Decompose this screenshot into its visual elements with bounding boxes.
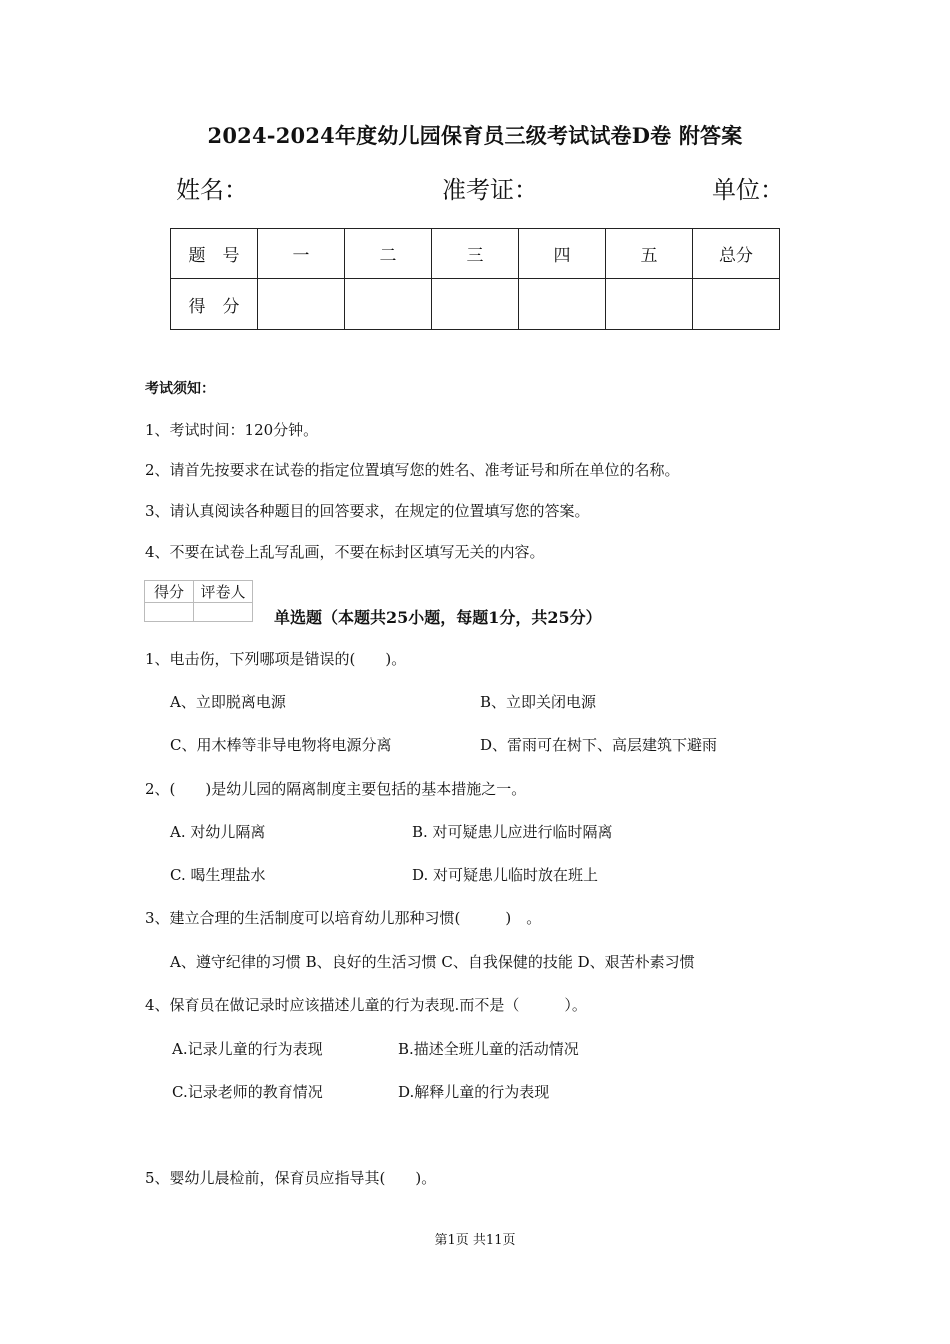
score-header-cell: 一 xyxy=(258,229,345,279)
score-table xyxy=(170,228,780,330)
question-option: A.记录儿童的行为表现 xyxy=(172,1040,323,1058)
unit-field-label: 单位： xyxy=(712,176,784,204)
grader-table xyxy=(144,580,253,622)
question-option: A、立即脱离电源 xyxy=(170,693,286,711)
exam-id-field-label: 准考证： xyxy=(442,176,538,204)
page-footer: 第1页 共11页 xyxy=(434,1233,516,1248)
grader-score-cell[interactable] xyxy=(145,603,194,622)
score-header-cell: 二 xyxy=(345,229,432,279)
question-options-line: A、遵守纪律的习惯 B、良好的生活习惯 C、自我保健的技能 D、艰苦朴素习惯 xyxy=(170,953,695,971)
grader-reviewer-label: 评卷人 xyxy=(194,581,253,603)
question-option: C、用木棒等非导电物将电源分离 xyxy=(170,736,392,754)
grader-header-row xyxy=(145,581,253,603)
grader-reviewer-cell[interactable] xyxy=(194,603,253,622)
notice-item: 3、请认真阅读各种题目的回答要求，在规定的位置填写您的答案。 xyxy=(145,502,590,520)
notice-item: 2、请首先按要求在试卷的指定位置填写您的姓名、准考证号和所在单位的名称。 xyxy=(145,461,680,479)
score-input-cell[interactable] xyxy=(519,279,606,330)
question-option: D.解释儿童的行为表现 xyxy=(398,1083,550,1101)
question-stem: 4、保育员在做记录时应该描述儿童的行为表现.而不是（ ）。 xyxy=(145,996,587,1014)
score-header-cell: 四 xyxy=(519,229,606,279)
question-stem: 1、电击伤，下列哪项是错误的( )。 xyxy=(145,650,407,668)
score-header-cell: 总分 xyxy=(693,229,780,279)
name-field-label: 姓名： xyxy=(176,176,248,204)
question-option: C. 喝生理盐水 xyxy=(170,866,266,884)
score-header-cell: 五 xyxy=(606,229,693,279)
notice-item: 1、考试时间：120分钟。 xyxy=(145,421,319,439)
question-option: B、立即关闭电源 xyxy=(480,693,597,711)
question-option: B.描述全班儿童的活动情况 xyxy=(398,1040,579,1058)
question-option: B. 对可疑患儿应进行临时隔离 xyxy=(412,823,613,841)
score-input-cell[interactable] xyxy=(693,279,780,330)
question-option: C.记录老师的教育情况 xyxy=(172,1083,323,1101)
page-title: 2024-2024年度幼儿园保育员三级考试试卷D卷 附答案 xyxy=(207,123,743,148)
question-stem: 5、婴幼儿晨检前，保育员应指导其( )。 xyxy=(145,1169,437,1187)
score-header-cell: 题 号 xyxy=(171,229,258,279)
notice-item: 4、不要在试卷上乱写乱画，不要在标封区填写无关的内容。 xyxy=(145,543,545,561)
score-row-label: 得 分 xyxy=(171,279,258,330)
score-input-cell[interactable] xyxy=(345,279,432,330)
question-option: D. 对可疑患儿临时放在班上 xyxy=(412,866,599,884)
question-stem: 3、建立合理的生活制度可以培育幼儿那种习惯( ) 。 xyxy=(145,909,542,927)
question-stem: 2、( )是幼儿园的隔离制度主要包括的基本措施之一。 xyxy=(145,780,527,798)
score-header-cell: 三 xyxy=(432,229,519,279)
notice-heading: 考试须知： xyxy=(145,381,215,397)
grader-score-label: 得分 xyxy=(145,581,194,603)
score-input-cell[interactable] xyxy=(432,279,519,330)
score-input-cell[interactable] xyxy=(258,279,345,330)
grader-input-row xyxy=(145,603,253,622)
score-input-cell[interactable] xyxy=(606,279,693,330)
section-title: 单选题（本题共25小题，每题1分，共25分） xyxy=(274,608,602,627)
question-option: D、雷雨可在树下、高层建筑下避雨 xyxy=(480,736,718,754)
score-table-header-row xyxy=(171,229,780,279)
score-table-score-row xyxy=(171,279,780,330)
question-option: A. 对幼儿隔离 xyxy=(170,823,266,841)
